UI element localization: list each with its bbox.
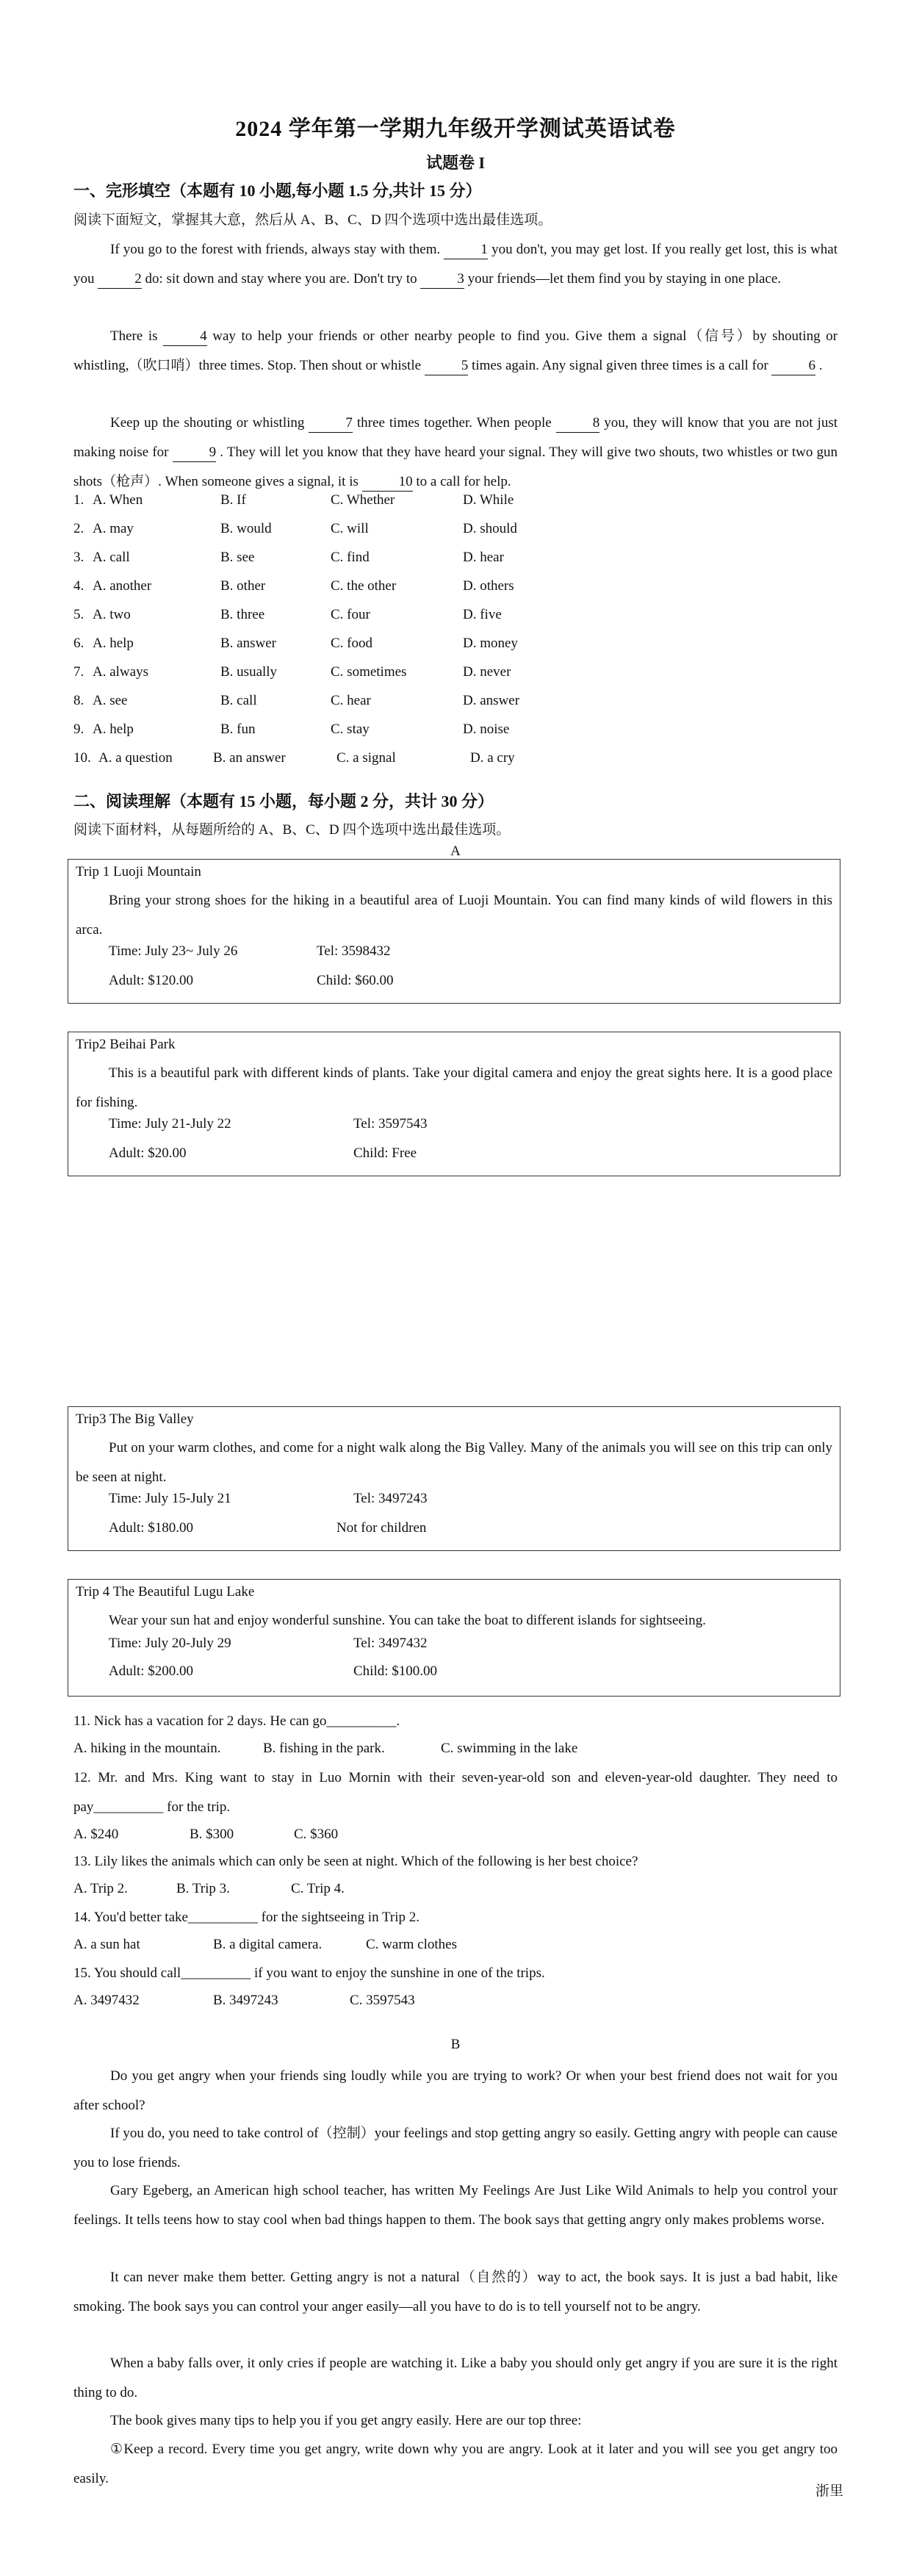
option-number: 2. xyxy=(73,521,84,536)
trip-tel: Tel: 3497243 xyxy=(353,1491,428,1506)
option-number: 10. xyxy=(73,750,91,766)
option-b: B. see xyxy=(220,550,255,565)
option-b: B. usually xyxy=(220,664,278,680)
question-option: C. Trip 4. xyxy=(291,1881,345,1896)
option-row xyxy=(73,607,838,629)
option-d: D. others xyxy=(463,578,514,594)
text: to a call for help. xyxy=(416,474,511,489)
question-option: A. 3497432 xyxy=(73,1993,140,2008)
option-a: A. help xyxy=(93,722,134,737)
trip-adult-price: Adult: $20.00 xyxy=(109,1145,187,1161)
trip-box xyxy=(68,859,840,1004)
option-row xyxy=(73,722,838,744)
trip-child-price: Child: $100.00 xyxy=(353,1663,438,1679)
exam-title: 2024 学年第一学期九年级开学测试英语试卷 xyxy=(235,117,676,141)
option-b: B. other xyxy=(220,578,266,594)
question-option: C. warm clothes xyxy=(366,1937,458,1952)
blank-4: 4 xyxy=(163,328,207,346)
blank-2: 2 xyxy=(98,270,142,289)
question-stem: 15. You should call__________ if you want to enjoy the sunshine in one of the trips. xyxy=(73,1965,545,1981)
option-a: A. two xyxy=(93,607,131,622)
text: times again. Any signal given three times is a call for xyxy=(472,358,768,373)
option-row xyxy=(73,636,838,658)
text: you don't, you may get lost. If you really get lost, this is what you xyxy=(73,242,838,287)
option-a: A. always xyxy=(93,664,148,680)
option-d: D. money xyxy=(463,636,518,651)
option-a: A. see xyxy=(93,693,128,708)
option-b: B. three xyxy=(220,607,265,622)
option-a: A. another xyxy=(93,578,152,594)
question-option: A. $240 xyxy=(73,1827,119,1842)
question-options xyxy=(73,1881,838,1903)
option-number: 5. xyxy=(73,607,84,622)
option-c: C. hear xyxy=(331,693,371,708)
blank-10: 10 xyxy=(362,473,413,492)
text: Keep up the shouting or whistling xyxy=(110,415,305,431)
question-stem: 11. Nick has a vacation for 2 days. He can go__________. xyxy=(73,1713,400,1729)
option-b: B. If xyxy=(220,492,246,508)
section2-heading: 二、阅读理解（本题有 15 小题，每小题 2 分，共计 30 分） xyxy=(73,792,494,810)
trip-tel: Tel: 3497432 xyxy=(353,1636,428,1651)
trip-box xyxy=(68,1406,840,1551)
option-a: A. When xyxy=(93,492,143,508)
trip-child-price: Child: $60.00 xyxy=(317,973,394,988)
trip-title: Trip3 The Big Valley xyxy=(76,1411,194,1427)
option-d: D. never xyxy=(463,664,511,680)
option-d: D. a cry xyxy=(470,750,515,766)
trip-adult-price: Adult: $120.00 xyxy=(109,973,194,988)
option-row xyxy=(73,750,838,772)
trip-description: Wear your sun hat and enjoy wonderful sunshine. You can take the boat to different islands for sightseeing. xyxy=(109,1613,706,1628)
option-row xyxy=(73,578,838,600)
option-d: D. hear xyxy=(463,550,504,565)
passage-b-paragraph: Do you get angry when your friends sing loudly while you are trying to work? Or when your best friend does not wait for you after school? xyxy=(73,2068,838,2113)
passage-b-paragraph: If you do, you need to take control of（控制）your feelings and stop getting angry so easily. Getting angry with people can cause you to lose friends. xyxy=(73,2126,838,2170)
passage-b-paragraph: When a baby falls over, it only cries if people are watching it. Like a baby you should only get angry if you are sure it is the right thing to do. xyxy=(73,2356,838,2400)
option-a: A. may xyxy=(93,521,134,536)
blank-1: 1 xyxy=(444,241,488,259)
option-row xyxy=(73,492,838,514)
option-number: 3. xyxy=(73,550,84,565)
text: . xyxy=(818,358,823,373)
option-row xyxy=(73,521,838,543)
text: your friends—let them find you by staying in one place. xyxy=(467,271,782,287)
passage-b-paragraph: ①Keep a record. Every time you get angry, write down why you are angry. Look at it later and you will see you get angry too easily. xyxy=(73,2442,838,2486)
passage-b-paragraph: It can never make them better. Getting angry is not a natural（自然的）way to act, the book says. It is just a bad habit, like smoking. The book says you can control your anger easily—all you have to do is to tell yourself not to be angry. xyxy=(73,2270,838,2314)
passage-b-paragraph: Gary Egeberg, an American high school teacher, has written My Feelings Are Just Like Wild Animals to help you control your feelings. It tells teens how to stay cool when bad things happen to them. The book says that getting angry only makes problems worse. xyxy=(73,2183,838,2228)
question-option: A. hiking in the mountain. xyxy=(73,1741,221,1756)
option-c: C. Whether xyxy=(331,492,395,508)
option-c: C. a signal xyxy=(336,750,396,766)
option-number: 8. xyxy=(73,693,84,708)
option-b: B. would xyxy=(220,521,272,536)
cloze-paragraph-1 xyxy=(73,235,838,294)
trip-title: Trip 1 Luoji Mountain xyxy=(76,864,201,879)
option-c: C. stay xyxy=(331,722,370,737)
trip-title: Trip 4 The Beautiful Lugu Lake xyxy=(76,1584,255,1600)
cloze-paragraph-2 xyxy=(73,322,838,381)
trip-tel: Tel: 3598432 xyxy=(317,943,391,959)
question-option: B. $300 xyxy=(190,1827,234,1842)
text: There is xyxy=(110,328,158,344)
passage-b-paragraph: The book gives many tips to help you if you get angry easily. Here are our top three: xyxy=(110,2413,582,2428)
option-b: B. fun xyxy=(220,722,256,737)
option-d: D. five xyxy=(463,607,502,622)
text: do: sit down and stay where you are. Don't try to xyxy=(145,271,417,287)
option-c: C. four xyxy=(331,607,370,622)
trip-child-price: Child: Free xyxy=(353,1145,417,1161)
question-option: A. a sun hat xyxy=(73,1937,140,1952)
question-option: B. fishing in the park. xyxy=(263,1741,385,1756)
question-options xyxy=(73,1993,838,2015)
option-c: C. the other xyxy=(331,578,397,594)
option-c: C. will xyxy=(331,521,369,536)
question-stem: 14. You'd better take__________ for the sightseeing in Trip 2. xyxy=(73,1910,420,1925)
text: If you go to the forest with friends, always stay with them. xyxy=(110,242,441,257)
option-d: D. While xyxy=(463,492,514,508)
question-option: B. a digital camera. xyxy=(213,1937,323,1952)
option-d: D. answer xyxy=(463,693,520,708)
blank-7: 7 xyxy=(309,414,353,433)
part-a-label: A xyxy=(450,843,461,859)
trip-title: Trip2 Beihai Park xyxy=(76,1037,176,1052)
option-c: C. sometimes xyxy=(331,664,407,680)
option-number: 1. xyxy=(73,492,84,508)
text: three times together. When people xyxy=(356,415,552,431)
question-options xyxy=(73,1741,838,1763)
question-option: C. swimming in the lake xyxy=(441,1741,578,1756)
option-row xyxy=(73,664,838,686)
question-option: B. Trip 3. xyxy=(176,1881,230,1896)
trip-time: Time: July 20-July 29 xyxy=(109,1636,231,1651)
trip-child-price: Not for children xyxy=(336,1520,427,1536)
option-number: 4. xyxy=(73,578,84,594)
footer-mark: 浙里 xyxy=(815,2483,843,2499)
option-a: A. call xyxy=(93,550,130,565)
option-c: C. find xyxy=(331,550,370,565)
question-option: B. 3497243 xyxy=(213,1993,278,2008)
blank-5: 5 xyxy=(425,357,469,375)
option-number: 7. xyxy=(73,664,84,680)
blank-8: 8 xyxy=(556,414,600,433)
option-a: A. a question xyxy=(98,750,173,766)
trip-time: Time: July 15-July 21 xyxy=(109,1491,231,1506)
question-option: C. $360 xyxy=(294,1827,339,1842)
option-a: A. help xyxy=(93,636,134,651)
question-options xyxy=(73,1937,838,1959)
text: way to help your friends or other nearby people to find you. Give them a signal（信号）by shouting or whistling,（吹口哨）three times. Stop. Then shout or whistle xyxy=(73,328,838,373)
option-number: 9. xyxy=(73,722,84,737)
trip-time: Time: July 23~ July 26 xyxy=(109,943,238,959)
section2-instruction: 阅读下面材料，从每题所给的 A、B、C、D 四个选项中选出最佳选项。 xyxy=(73,822,511,838)
option-b: B. an answer xyxy=(213,750,286,766)
question-option: C. 3597543 xyxy=(350,1993,415,2008)
option-d: D. noise xyxy=(463,722,510,737)
option-d: D. should xyxy=(463,521,517,536)
trip-description: Bring your strong shoes for the hiking in a beautiful area of Luoji Mountain. You can find many kinds of wild flowers in this arca. xyxy=(76,893,832,938)
question-options xyxy=(73,1827,838,1849)
section1-instruction: 阅读下面短文，掌握其大意，然后从 A、B、C、D 四个选项中选出最佳选项。 xyxy=(73,212,552,228)
text: you, they will know that you are not just making noise for xyxy=(73,415,838,460)
blank-9: 9 xyxy=(173,444,217,462)
trip-adult-price: Adult: $180.00 xyxy=(109,1520,194,1536)
trip-description: Put on your warm clothes, and come for a night walk along the Big Valley. Many of the animals you will see on this trip can only be seen at night. xyxy=(76,1440,832,1485)
option-b: B. answer xyxy=(220,636,276,651)
exam-subtitle: 试题卷 I xyxy=(425,154,486,172)
part-b-label: B xyxy=(450,2037,461,2052)
section1-heading: 一、完形填空（本题有 10 小题,每小题 1.5 分,共计 15 分） xyxy=(73,181,482,200)
trip-time: Time: July 21-July 22 xyxy=(109,1116,231,1132)
question-stem: 13. Lily likes the animals which can only be seen at night. Which of the following is her best choice? xyxy=(73,1854,638,1869)
text: . They will let you know that they have heard your signal. They will give two shouts, two whistles or two gun shots（枪声）. When someone gives a signal, it is xyxy=(73,445,838,489)
blank-3: 3 xyxy=(420,270,464,289)
trip-box xyxy=(68,1579,840,1697)
trip-box xyxy=(68,1032,840,1176)
trip-adult-price: Adult: $200.00 xyxy=(109,1663,194,1679)
trip-description: This is a beautiful park with different kinds of plants. Take your digital camera and enjoy the great sights here. It is a good place for fishing. xyxy=(76,1065,832,1110)
question-stem: 12. Mr. and Mrs. King want to stay in Luo Mornin with their seven-year-old son and eleven-year-old daughter. They need to pay__________ for the trip. xyxy=(73,1770,838,1815)
option-b: B. call xyxy=(220,693,257,708)
option-row xyxy=(73,550,838,572)
option-row xyxy=(73,693,838,715)
question-option: A. Trip 2. xyxy=(73,1881,128,1896)
blank-6: 6 xyxy=(771,357,815,375)
cloze-paragraph-3 xyxy=(73,409,838,497)
trip-tel: Tel: 3597543 xyxy=(353,1116,428,1132)
option-c: C. food xyxy=(331,636,372,651)
option-number: 6. xyxy=(73,636,84,651)
